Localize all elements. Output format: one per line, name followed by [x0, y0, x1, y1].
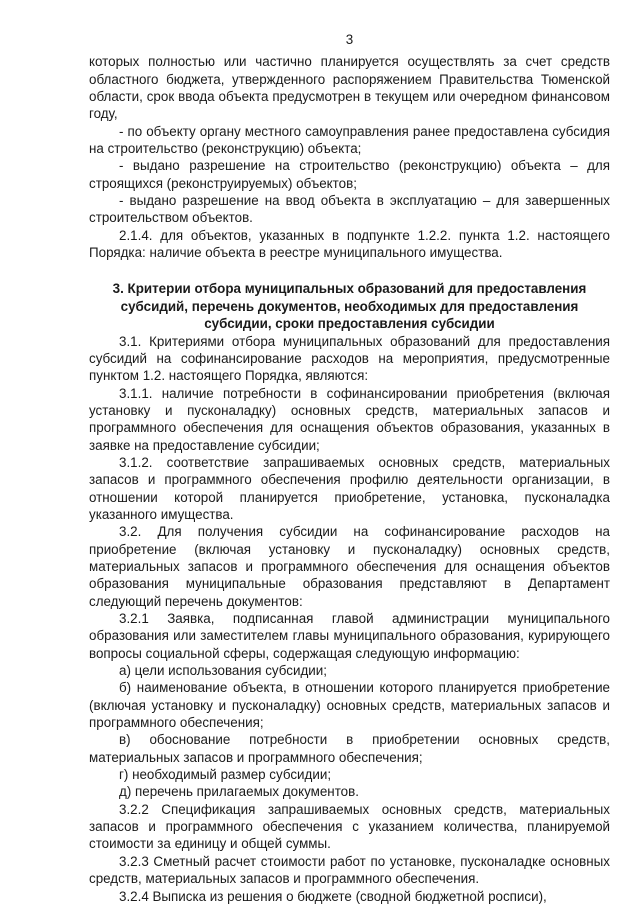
paragraph: б) наименование объекта, в отношении которого планируется приобретение (включая установку и пусконаладку) основных средств, материальных запасов и программного обеспечения; — [89, 680, 610, 731]
paragraphs-before-heading — [89, 53, 610, 261]
paragraph: 3.1.2. соответствие запрашиваемых основных средств, материальных запасов и программного обеспечения профилю деятельности организации, в отношении которой планируется приобретение, установка, пусконаладка указанного имущества. — [89, 454, 610, 522]
paragraph: а) цели использования субсидии; — [119, 663, 327, 679]
paragraph: 3.2.2 Спецификация запрашиваемых основных средств, материальных запасов и программного обеспечения с указанием количества, планируемой стоимости за единицу и общей суммы. — [89, 801, 610, 852]
paragraph: 3.2.1 Заявка, подписанная главой администрации муниципального образования или заместителем главы муниципального образования, курирующего вопросы социальной сферы, содержащая следующую информацию: — [89, 611, 610, 661]
paragraph: 3.2.4 Выписка из решения о бюджете (сводной бюджетной росписи), — [119, 888, 547, 904]
paragraph: д) перечень прилагаемых документов. — [119, 784, 359, 800]
paragraph: - по объекту органу местного самоуправления ранее предоставлена субсидия на строительство (реконструкцию) объекта; — [89, 123, 610, 157]
section-spacer — [89, 261, 610, 280]
paragraph: в) обоснование потребности в приобретении основных средств, материальных запасов и программного обеспечения; — [89, 732, 610, 765]
paragraph: 3.1. Критериями отбора муниципальных образований для предоставления субсидий на софинансирование расходов на мероприятия, предусмотренные пунктом 1.2. настоящего Порядка, являются: — [89, 333, 610, 384]
paragraph: которых полностью или частично планируется осуществлять за счет средств областного бюджета, утвержденного распоряжением Правительства Тюменской области, срок ввода объекта предусмотрен в текущем или очередном финансовом году, — [89, 54, 610, 122]
paragraph: - выдано разрешение на строительство (реконструкцию) объекта – для строящихся (реконструируемых) объектов; — [89, 158, 610, 191]
paragraph: 3.2. Для получения субсидии на софинансирование расходов на приобретение (включая установку и пусконаладку) основных средств, материальных запасов и программного обеспечения для оснащения объектов образования муниципальные образования представляют в Департамент следующий перечень документов: — [89, 524, 610, 609]
paragraph: 2.1.4. для объектов, указанных в подпункте 1.2.2. пункта 1.2. настоящего Порядка: наличие объекта в реестре муниципального имущества. — [89, 227, 610, 261]
section-heading: 3. Критерии отбора муниципальных образований для предоставления субсидий, перечень документов, необходимых для предоставления субсидии, сроки предоставления субсидии — [112, 281, 587, 332]
page-number: 3 — [345, 32, 354, 47]
paragraph: - выдано разрешение на ввод объекта в эксплуатацию – для завершенных строительством объектов. — [89, 193, 610, 226]
paragraph: 3.1.1. наличие потребности в софинансировании приобретения (включая установку и пусконаладку) основных средств, материальных запасов и программного обеспечения для оснащения объектов образования, указанных в заявке на предоставление субсидии; — [89, 385, 610, 453]
paragraph: г) необходимый размер субсидии; — [119, 767, 332, 783]
paragraph: 3.2.3 Сметный расчет стоимости работ по установке, пусконаладке основных средств, материальных запасов и программного обеспечения. — [89, 853, 610, 887]
paragraphs-after-heading — [89, 333, 610, 905]
